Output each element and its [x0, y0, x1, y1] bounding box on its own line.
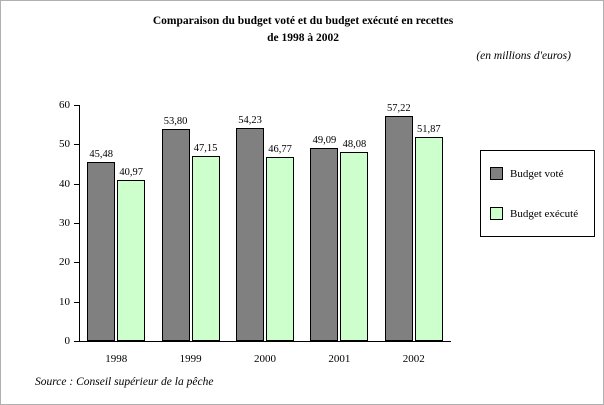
title-line-1: Comparaison du budget voté et du budget exécuté en recettes — [152, 15, 454, 27]
x-axis-category-label: 2001 — [328, 353, 351, 365]
bar — [236, 114, 264, 341]
bar-value-label: 48,08 — [342, 138, 367, 150]
x-axis-category-label: 2002 — [402, 353, 425, 365]
legend-label: Budget voté — [510, 167, 564, 180]
bar — [385, 102, 413, 341]
legend-item-budget-vote — [490, 167, 563, 180]
x-axis-line — [79, 341, 451, 342]
bar-value-label: 51,87 — [416, 123, 441, 135]
y-tick-label: 50 — [59, 138, 70, 151]
y-tick-label: 30 — [59, 217, 70, 229]
y-tick-label: 60 — [59, 99, 70, 111]
bar-value-label: 54,23 — [238, 114, 262, 126]
y-tick-mark — [74, 302, 79, 303]
bar — [162, 116, 190, 341]
bar-value-label: 53,80 — [163, 116, 188, 128]
y-axis-line — [79, 105, 80, 341]
bar — [266, 144, 294, 341]
legend-swatch-icon — [490, 167, 503, 180]
x-axis-category-label: 1998 — [105, 353, 128, 365]
y-tick-mark — [74, 341, 79, 342]
bar-value-label: 40,97 — [119, 166, 143, 178]
bar — [192, 142, 220, 341]
y-tick-label: 0 — [64, 335, 70, 347]
bar — [117, 166, 145, 341]
y-tick-label: 20 — [59, 256, 70, 269]
x-axis-category-label: 1999 — [179, 353, 202, 365]
bar-value-label: 49,09 — [312, 134, 337, 146]
y-tick-label: 10 — [59, 295, 70, 308]
y-tick-mark — [74, 144, 79, 145]
bar — [415, 123, 443, 341]
y-tick-mark — [74, 223, 79, 224]
bar-value-label: 46,77 — [268, 144, 292, 156]
bar-value-label: 57,22 — [386, 102, 411, 114]
page-title — [1, 13, 604, 47]
bar-value-label: 45,48 — [89, 149, 113, 161]
bar — [87, 149, 115, 341]
bar — [340, 138, 368, 341]
unit-note: (en millions d'euros) — [476, 50, 571, 62]
title-line-2: de 1998 à 2002 — [267, 32, 339, 44]
y-tick-mark — [74, 105, 79, 106]
source-note: Source : Conseil supérieur de la pêche — [35, 376, 214, 388]
x-axis-category-label: 2000 — [254, 353, 276, 365]
y-tick-mark — [74, 184, 79, 185]
legend-swatch-icon — [490, 207, 503, 220]
y-tick-mark — [74, 262, 79, 263]
legend-label: Budget exécuté — [510, 207, 579, 220]
plot-area — [59, 99, 451, 365]
bar — [310, 134, 338, 341]
legend-item-budget-execute — [490, 207, 578, 220]
y-tick-label: 40 — [59, 177, 70, 190]
chart-legend — [480, 150, 595, 237]
bar-value-label: 47,15 — [193, 142, 218, 154]
